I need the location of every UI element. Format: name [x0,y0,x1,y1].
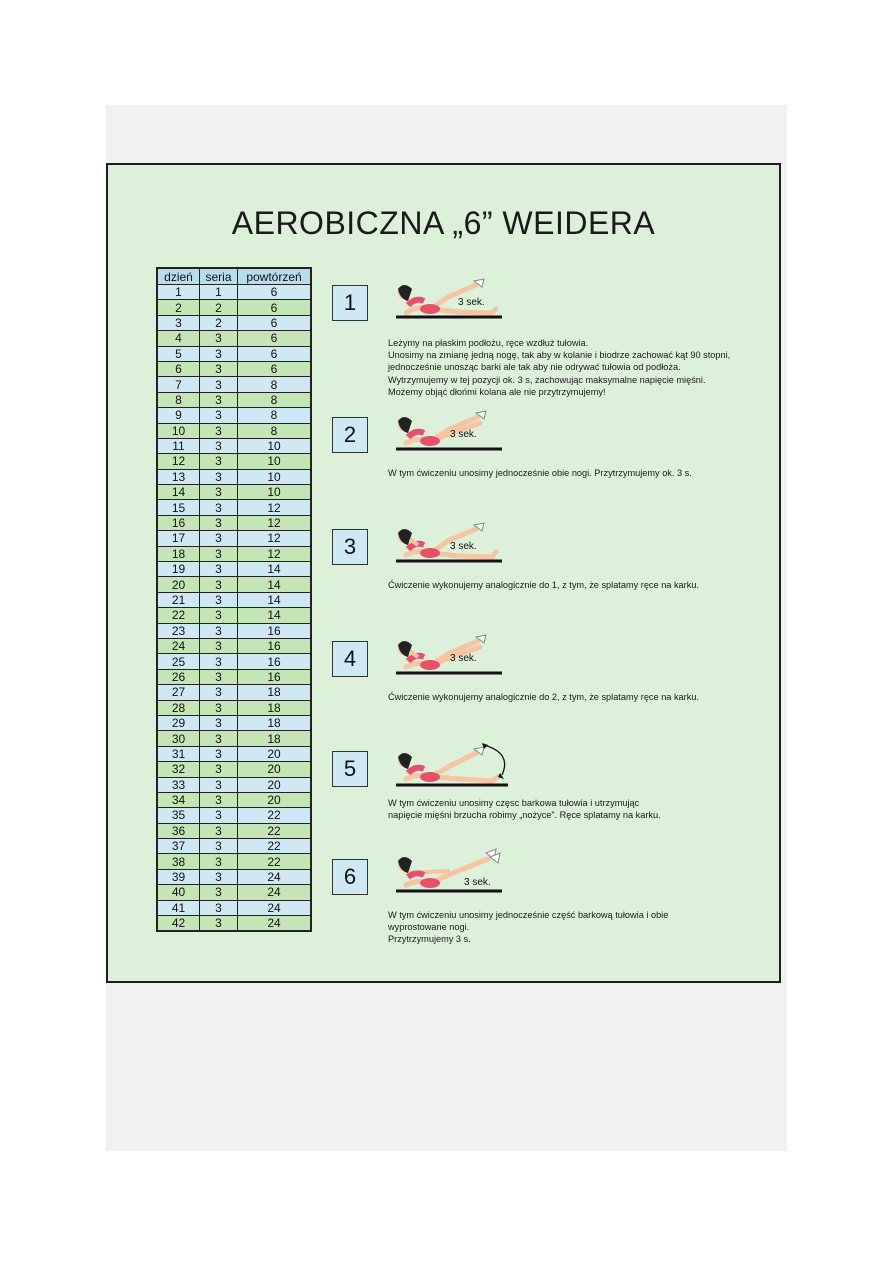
cell-series: 3 [200,592,238,607]
table-row [157,592,311,607]
cell-series: 3 [200,454,238,469]
cell-series: 3 [200,531,238,546]
cell-series: 3 [200,500,238,515]
cell-day: 15 [157,500,200,515]
cell-series: 3 [200,669,238,684]
table-row [157,869,311,884]
table-row [157,746,311,761]
table-row [157,423,311,438]
cell-series: 3 [200,331,238,346]
hold-label: 3 sek. [458,297,485,308]
cell-reps: 20 [238,762,312,777]
cell-reps: 18 [238,715,312,730]
cell-reps: 22 [238,854,312,869]
cell-reps: 12 [238,500,312,515]
cell-series: 3 [200,839,238,854]
cell-series: 3 [200,392,238,407]
cell-series: 3 [200,777,238,792]
exercise-description: W tym ćwiczeniu unosimy częsc barkowa tułowia i utrzymując napięcie mięśni brzucha robimy „nożyce”. Ręce splatamy na karku. [388,798,661,821]
cell-series: 3 [200,423,238,438]
table-row [157,654,311,669]
cell-reps: 6 [238,346,312,361]
table-row [157,469,311,484]
cell-series: 3 [200,685,238,700]
exercise-description: W tym ćwiczeniu unosimy jednocześnie obie nogi. Przytrzymujemy ok. 3 s. [388,468,692,478]
cell-day: 11 [157,438,200,453]
exercise-figure-icon [388,275,518,321]
cell-day: 19 [157,562,200,577]
cell-reps: 12 [238,531,312,546]
cell-series: 3 [200,731,238,746]
cell-reps: 16 [238,623,312,638]
cell-series: 3 [200,869,238,884]
table-row [157,531,311,546]
table-row [157,900,311,915]
cell-day: 34 [157,792,200,807]
cell-series: 3 [200,623,238,638]
exercise-description: Ćwiczenie wykonujemy analogicznie do 2, z tym, że splatamy ręce na karku. [388,692,699,702]
cell-reps: 6 [238,300,312,315]
table-row [157,392,311,407]
table-row [157,854,311,869]
cell-day: 38 [157,854,200,869]
table-row [157,608,311,623]
header-reps: powtórzeń [238,268,312,285]
cell-day: 25 [157,654,200,669]
cell-day: 37 [157,839,200,854]
table-row [157,731,311,746]
table-row [157,408,311,423]
cell-day: 31 [157,746,200,761]
cell-reps: 10 [238,469,312,484]
cell-reps: 24 [238,885,312,900]
cell-day: 24 [157,638,200,653]
cell-day: 14 [157,485,200,500]
cell-series: 3 [200,762,238,777]
cell-reps: 14 [238,562,312,577]
cell-reps: 18 [238,700,312,715]
cell-day: 32 [157,762,200,777]
cell-day: 9 [157,408,200,423]
cell-reps: 12 [238,546,312,561]
table-row [157,546,311,561]
cell-series: 3 [200,346,238,361]
table-row [157,377,311,392]
cell-day: 26 [157,669,200,684]
exercise-figure-icon [388,847,518,895]
cell-series: 1 [200,285,238,300]
cell-series: 3 [200,715,238,730]
cell-reps: 22 [238,839,312,854]
cell-series: 3 [200,361,238,376]
table-row [157,885,311,900]
table-row [157,792,311,807]
cell-day: 27 [157,685,200,700]
table-row [157,700,311,715]
cell-day: 4 [157,331,200,346]
cell-reps: 24 [238,916,312,932]
table-row [157,839,311,854]
cell-series: 3 [200,608,238,623]
table-row [157,454,311,469]
cell-day: 13 [157,469,200,484]
cell-day: 18 [157,546,200,561]
cell-day: 39 [157,869,200,884]
table-header-row [157,268,311,285]
cell-day: 33 [157,777,200,792]
table-row [157,669,311,684]
table-row [157,577,311,592]
cell-reps: 20 [238,746,312,761]
exercise-number: 1 [332,285,368,321]
header-series: seria [200,268,238,285]
cell-reps: 24 [238,900,312,915]
cell-series: 3 [200,854,238,869]
table-row [157,638,311,653]
exercise-figure-icon [388,407,518,453]
table-row [157,361,311,376]
cell-reps: 6 [238,331,312,346]
cell-series: 3 [200,900,238,915]
cell-reps: 8 [238,408,312,423]
cell-reps: 6 [238,285,312,300]
cell-series: 3 [200,823,238,838]
header-day: dzień [157,268,200,285]
table-row [157,715,311,730]
cell-reps: 24 [238,869,312,884]
poster-title: AEROBICZNA „6” WEIDERA [231,205,656,241]
cell-day: 40 [157,885,200,900]
cell-reps: 22 [238,823,312,838]
cell-day: 6 [157,361,200,376]
hold-label: 3 sek. [464,877,491,888]
cell-day: 3 [157,315,200,330]
exercise-number: 2 [332,417,368,453]
cell-series: 3 [200,438,238,453]
cell-day: 42 [157,916,200,932]
exercise-figure-icon [388,631,518,677]
exercise-description: Ćwiczenie wykonujemy analogicznie do 1, z tym, że splatamy ręce na karku. [388,580,699,590]
training-plan-table [156,267,312,932]
table-row [157,300,311,315]
cell-day: 5 [157,346,200,361]
cell-reps: 16 [238,654,312,669]
exercise-description: W tym ćwiczeniu unosimy jednocześnie część barkową tułowia i obie wyprostowane nogi. Przytrzymujemy 3 s. [388,910,669,945]
cell-reps: 6 [238,315,312,330]
cell-series: 3 [200,546,238,561]
cell-day: 41 [157,900,200,915]
table-row [157,623,311,638]
table-row [157,916,311,932]
table-row [157,438,311,453]
hold-label: 3 sek. [450,429,477,440]
cell-reps: 20 [238,792,312,807]
exercise-figure-icon [388,739,518,789]
hold-label: 3 sek. [450,653,477,664]
cell-series: 3 [200,377,238,392]
table-row [157,823,311,838]
exercise-number: 3 [332,529,368,565]
cell-reps: 8 [238,392,312,407]
poster [106,163,781,983]
cell-reps: 14 [238,592,312,607]
exercise-description: Leżymy na płaskim podłożu, ręce wzdłuż tułowia. Unosimy na zmianę jedną nogę, tak aby w kolanie i biodrze zachować kąt 90 stopni, jednocześnie unosząc barki ale tak aby nie odrywać tułowia od podłoża. Wytrzymujemy w tej pozycji ok. 3 s, zachowując maksymalne napięcie mięśni. Możemy objąć dłońmi kolana ale nie przytrzymujemy! [388,338,731,397]
cell-day: 35 [157,808,200,823]
cell-series: 3 [200,808,238,823]
cell-reps: 12 [238,515,312,530]
cell-day: 21 [157,592,200,607]
cell-series: 3 [200,408,238,423]
table-row [157,285,311,300]
cell-reps: 16 [238,638,312,653]
table-row [157,331,311,346]
cell-reps: 10 [238,454,312,469]
cell-day: 10 [157,423,200,438]
cell-reps: 16 [238,669,312,684]
hold-label: 3 sek. [450,541,477,552]
cell-reps: 20 [238,777,312,792]
cell-day: 28 [157,700,200,715]
cell-reps: 14 [238,608,312,623]
table-row [157,777,311,792]
cell-day: 12 [157,454,200,469]
cell-day: 36 [157,823,200,838]
cell-day: 23 [157,623,200,638]
cell-reps: 14 [238,577,312,592]
table-row [157,762,311,777]
cell-day: 17 [157,531,200,546]
cell-series: 3 [200,916,238,932]
cell-series: 3 [200,577,238,592]
cell-reps: 22 [238,808,312,823]
table-row [157,315,311,330]
cell-day: 20 [157,577,200,592]
cell-reps: 8 [238,423,312,438]
cell-series: 2 [200,300,238,315]
exercise-number: 4 [332,641,368,677]
cell-day: 2 [157,300,200,315]
table-row [157,562,311,577]
cell-day: 8 [157,392,200,407]
cell-day: 1 [157,285,200,300]
cell-series: 2 [200,315,238,330]
cell-series: 3 [200,792,238,807]
cell-day: 16 [157,515,200,530]
cell-series: 3 [200,700,238,715]
cell-series: 3 [200,638,238,653]
cell-day: 22 [157,608,200,623]
cell-series: 3 [200,515,238,530]
cell-reps: 10 [238,438,312,453]
cell-reps: 8 [238,377,312,392]
exercise-figure-icon [388,519,518,565]
table-row [157,485,311,500]
cell-day: 30 [157,731,200,746]
cell-reps: 18 [238,731,312,746]
cell-series: 3 [200,654,238,669]
table-row [157,346,311,361]
table-row [157,685,311,700]
cell-day: 7 [157,377,200,392]
cell-reps: 18 [238,685,312,700]
cell-series: 3 [200,746,238,761]
cell-series: 3 [200,562,238,577]
cell-reps: 6 [238,361,312,376]
cell-day: 29 [157,715,200,730]
cell-series: 3 [200,885,238,900]
table-row [157,808,311,823]
table-row [157,500,311,515]
exercise-number: 6 [332,859,368,895]
exercise-number: 5 [332,751,368,787]
table-row [157,515,311,530]
cell-reps: 10 [238,485,312,500]
cell-series: 3 [200,469,238,484]
cell-series: 3 [200,485,238,500]
